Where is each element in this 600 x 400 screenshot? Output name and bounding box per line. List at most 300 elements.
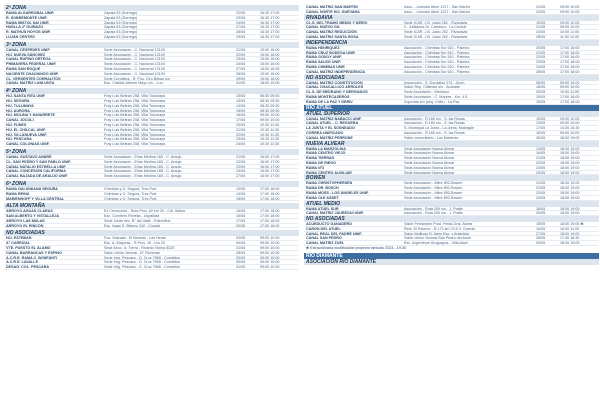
channel-name: HIJ. MOLINA Y NAVARRETE	[6, 113, 55, 118]
meeting-place: Zapala 53 (Dorrego)	[104, 20, 138, 25]
meeting-place: Fca. Granata - El Nevado - Las Heras	[104, 236, 166, 241]
meeting-place: Sede Asociación Nueva Alvear	[404, 156, 455, 161]
meeting-place: Sede Asociación - Mitre 892-Bowen	[404, 181, 463, 186]
meeting-place: Asoc. - Leandro Alem 1217 - San Martín	[404, 9, 470, 14]
meeting-date: 28/05	[536, 69, 546, 74]
meeting-date: 13/05	[236, 186, 246, 191]
channel-name: RAMA CENTRO VIEJO	[306, 151, 346, 156]
meeting-date: 22/05	[536, 9, 546, 14]
meeting-date: 24/05	[536, 195, 546, 200]
meeting-place: Sede Asociación - C. Nacional 13100	[104, 71, 165, 76]
channel-name: RAMA CRUZ BODEGA UNIF.	[306, 50, 356, 55]
zone-header: NO ASOCIADAS	[304, 75, 599, 81]
channel-name: CANAL NUEVO GIL	[306, 25, 341, 30]
meeting-times: 18:00 19:00	[560, 186, 580, 191]
meeting-date: 31/05	[236, 265, 246, 270]
channel-name: HIJ. PESCARA	[6, 137, 32, 142]
zone-header: 3ª ZONA	[4, 42, 299, 48]
right-column	[304, 5, 599, 265]
meeting-place: Asociación - R.160 s/n - S. las Rosas	[404, 130, 465, 135]
channel-name: RAMA GALIGNIANA SEGURA	[6, 186, 58, 191]
meeting-times: 09:00 10:00	[560, 85, 580, 90]
meeting-date: 20/05	[536, 90, 546, 95]
meeting-date: 10/05	[536, 20, 546, 25]
meeting-place: Fray Luis Beltrán 258, Villa Tulumaya	[104, 137, 166, 142]
meeting-date: 30/05	[236, 260, 246, 265]
meeting-times: 15:00 16:00	[260, 57, 280, 62]
meeting-place: Sede Irrig. Pescara - G. Cruz 7968 - Corralitos	[104, 255, 180, 260]
meeting-date: 10/05	[536, 116, 546, 121]
meeting-date: 16/05	[536, 206, 546, 211]
meeting-date: 03/05	[236, 236, 246, 241]
meeting-place: Sede Asociación - C. Nacional 13100	[104, 66, 165, 71]
meeting-date: 22/05	[236, 11, 246, 15]
meeting-times: 09:00 10:00	[260, 265, 280, 270]
meeting-times: 18:00 19:00	[560, 170, 580, 175]
meeting-times: 09:00 10:00	[260, 246, 280, 251]
channel-name: RAMA CHIMBAS UNIF.	[306, 64, 346, 69]
channel-name: HIJ. EL CHILCAL UNIF.	[6, 127, 46, 132]
meeting-place: Sede ICAR, J.B. Justo 252 - Rivadavia	[404, 20, 468, 25]
meeting-times: 10:00 11:00	[560, 30, 580, 35]
meeting-times: 17:00 18:00	[260, 223, 280, 228]
meeting-place: Chimbas y G. Segura, Tres Port.	[104, 191, 158, 196]
zone-header: NO ASOCIADAS	[304, 216, 599, 222]
meeting-place: Asociación - Chimbas Sur 510 - Palmira	[404, 69, 470, 74]
meeting-place: Sede Asociación - Elías Medina 165 - C. Araujo	[104, 169, 182, 174]
meeting-times: 17:00 18:00	[260, 209, 280, 214]
meeting-times: 18:00 19:00	[260, 81, 280, 86]
meeting-times: 10:00 11:00	[560, 226, 580, 231]
channel-name: CANAL NORTE HIJ. GUEVARA	[306, 9, 360, 14]
meeting-times: 10:00 11:00	[560, 90, 580, 95]
meeting-place: Salón Multiuso B. Alem Esq. y Antártida	[404, 231, 469, 236]
meeting-date: 21/05	[236, 127, 246, 132]
channel-name: CANAL JOCOLÍ	[6, 118, 34, 123]
channel-name: RAMA DE RIEGO	[306, 160, 336, 165]
meeting-date: 24/05	[536, 30, 546, 35]
meeting-place: C. Jubilados Dr. Carrasco - La Central	[404, 25, 467, 30]
channel-name: RAMA LA MARZOLINA	[306, 146, 346, 151]
table-row	[304, 196, 599, 201]
channel-name: CANAL SAN PEDRO	[306, 236, 342, 241]
channel-name: RAMA CENTRO AUXILIAR	[306, 170, 352, 175]
meeting-date: 28/05	[236, 30, 246, 35]
channel-name: RAMA DE LA PAZ Y DERIV.	[306, 99, 354, 104]
meeting-place: Fray Luis Beltrán 258, Villa Tulumaya	[104, 132, 166, 137]
meeting-date: 28/05	[236, 250, 246, 255]
meeting-times: 09:00 10:00	[560, 80, 580, 85]
meeting-times: 10:30 11:30	[260, 142, 280, 147]
meeting-place: Sede Irrig. Pescara - G. Cruz 7968 - Corralitos	[104, 265, 180, 270]
meeting-place: Sede Asociación Nueva Alvear	[404, 165, 455, 170]
meeting-place: Sede Asociación - C. Nacional 13100	[104, 62, 165, 67]
meeting-date: 23/05	[236, 164, 246, 169]
channel-name: CL. VERSENTES CORRALITOS	[6, 76, 61, 81]
meeting-times: 17:00 18:00	[560, 50, 580, 55]
table-row	[4, 174, 299, 179]
channel-name: RAMA MISTOL NAI UNIF.	[6, 20, 50, 25]
meeting-times: 08:30 09:30	[260, 94, 280, 99]
meeting-place: Asociación - R.160 s/n - S. las Rosas	[404, 116, 465, 121]
meeting-times: 10:30 11:30	[260, 137, 280, 142]
meeting-date: 15/05	[536, 94, 546, 99]
meeting-times: 15:00 16:00	[260, 47, 280, 52]
meeting-place: Esc. Cumbres Revelia - Uspallata	[104, 214, 160, 219]
channel-name: CANAL MATRIZ REDUCCIÓN	[306, 30, 357, 35]
channel-name: RAMA REINA	[6, 191, 30, 196]
meeting-times: 16:30 17:00	[260, 30, 280, 35]
channel-name: ACUEDUCTO GANADERO	[306, 222, 353, 227]
meeting-place: Zapala 53 (Dorrego)	[104, 34, 138, 39]
meeting-times: 09:00 10:00	[560, 5, 580, 9]
meeting-times: 16:30 17:00	[260, 11, 280, 15]
channel-name: LUJÁN CENTRO	[6, 34, 35, 39]
meeting-date: 27/05	[236, 66, 246, 71]
meeting-times: 16:30 17:00	[260, 34, 280, 39]
channel-name: CORREA UNIFICADO	[306, 130, 344, 135]
meeting-times: 18:00 19:00	[560, 165, 580, 170]
meeting-place: Salón Sep. Chilecito s/n - Andrade	[404, 85, 461, 90]
meeting-place: Sede Asociación - Elías Medina 165 - C. Araujo	[104, 159, 182, 164]
channel-name: HIJ. AURORA	[6, 108, 30, 113]
meeting-times: 17:00 18:00	[260, 214, 280, 219]
meeting-times: 18:00 19:00	[560, 146, 580, 151]
channel-name: CANAL MATRIZ BABACCI UNIF.	[306, 116, 362, 121]
meeting-date: 22/05	[536, 160, 546, 165]
meeting-place: Asociación - Ruta 200 s/n - J. Pratts	[404, 206, 463, 211]
table-row	[4, 265, 299, 270]
zone-header: 6ª ZONA	[4, 181, 299, 187]
channel-name: RAMA CHRISTOPHERSEN	[306, 181, 353, 186]
meeting-times: 09:00 10:00	[560, 130, 580, 135]
meeting-place: Fray Luis Beltrán 258, Villa Tulumaya	[104, 142, 166, 147]
meeting-times: 18:00 19:00	[560, 156, 580, 161]
meeting-place: Salón Unión Vecinal-San Pedro del Atuel	[404, 236, 471, 241]
meeting-date: 22/05	[536, 55, 546, 60]
channel-name: HIJ. SEGURA	[6, 98, 30, 103]
meeting-place: Asociación - Chimbas Sur 510 - Palmira	[404, 64, 470, 69]
channel-name: CAÑÓN DEL ATUEL	[306, 226, 341, 231]
meeting-times: 09:00 10:00	[560, 121, 580, 126]
zone-header: ASOCIACIÓN RÍO DIAMANTE	[304, 259, 599, 265]
meeting-times: 17:00 18:00	[260, 218, 280, 223]
meeting-times: 15:00 16:00	[260, 71, 280, 76]
meeting-date: 16/05	[536, 151, 546, 156]
meeting-place: Sede Asociación - C. Nacional 13100	[104, 47, 165, 52]
meeting-date: 22/05	[236, 52, 246, 57]
channel-name: CANAL MATRIZ INDEPENDENCIA	[306, 69, 366, 74]
meeting-times: 16:00 17:00	[260, 169, 280, 174]
meeting-place: Salón comunitario - Las Malvinas	[404, 135, 459, 140]
meeting-times: 09:00 10:00	[260, 113, 280, 118]
channel-name: CANAL CONCESIÓN CALIFORNIA	[6, 169, 66, 174]
channel-name: RAMA Nº3	[306, 165, 325, 170]
meeting-times: 08:30 09:30	[260, 98, 280, 103]
meeting-place: Fray Luis Beltrán 258, Villa Tulumaya	[104, 98, 166, 103]
channel-name: CANAL RUFINO ORTEGA	[6, 57, 51, 62]
meeting-place: Salón Unión Vecinal - B° Richman	[104, 250, 160, 255]
meeting-date: 16/05	[536, 226, 546, 231]
meeting-date: 13/05	[236, 98, 246, 103]
zone-header: BOWEN	[304, 175, 599, 181]
meeting-date: 04/05	[236, 241, 246, 246]
meeting-date: 29/05	[236, 76, 246, 81]
channel-name: CL. SAN PEDRO Y SAN PABLO UNIF.	[6, 159, 71, 164]
meeting-times: 17:00 18:00	[560, 45, 580, 50]
meeting-times: 09:00 10:00	[260, 241, 280, 246]
footnote: ✱ Extraordinaria modificación proyecto ejercicio 2024 - 19:30	[306, 246, 407, 251]
meeting-date: 23/05	[236, 137, 246, 142]
meeting-times: 10:30 11:30	[260, 127, 280, 132]
meeting-date: 20/05	[536, 211, 546, 216]
meeting-times: 10:30 11:30	[260, 122, 280, 127]
meeting-place: Sede Asociación - C. Montes - Km. 4.5	[404, 94, 468, 99]
meeting-place: Zapala 53 (Dorrego)	[104, 25, 138, 30]
meeting-times: 18:00 19:00	[560, 160, 580, 165]
meeting-place: Esc. Isaac E. Blanco 242 - Ciudad	[104, 223, 160, 228]
meeting-place: Sede Asociación - C. Nacional 13100	[104, 57, 165, 62]
channel-name: A.C.R.E. LAVALLE	[6, 260, 39, 265]
meeting-times: 18:00 19:00	[560, 181, 580, 186]
meeting-date: 24/05	[236, 142, 246, 147]
zone-header: ATUEL SUPERIOR	[304, 111, 599, 117]
meeting-place: S. Municipal La Junta - La Junta, Malargüe	[404, 126, 475, 131]
meeting-date: 23/05	[536, 60, 546, 65]
meeting-times: 17:00 18:00	[260, 196, 280, 201]
meeting-date: 21/05	[536, 50, 546, 55]
channel-name: HIJ. FUNES	[6, 122, 27, 127]
table-row	[304, 10, 599, 15]
meeting-place: Sede Asoc. Iz. Tierra - Ricardo Videla 8325	[104, 246, 175, 251]
meeting-date: 21/05	[236, 47, 246, 52]
channel-name: CANAL GUSTAVO ANDRÉ	[6, 154, 52, 159]
meeting-times: 09:00 10:00	[260, 250, 280, 255]
channel-name: RAMA TIERRAS	[306, 156, 335, 161]
table-row	[4, 197, 299, 202]
meeting-date: 24/05	[236, 62, 246, 67]
meeting-times: 09:00 10:00	[560, 9, 580, 14]
meeting-times: 09:00 10:00	[260, 255, 280, 260]
channel-name: RAMA GODOY UNIF.	[306, 55, 342, 60]
meeting-place: Sede Asociación - Elías Medina 165 - C. Araujo	[104, 154, 182, 159]
table-row	[304, 100, 599, 105]
meeting-times: 08:30 09:30	[260, 103, 280, 108]
meeting-place: Sede ICAR, J.B. Justo 252 - Rivadavia	[404, 30, 468, 35]
meeting-times: 17:00 18:00	[560, 55, 580, 60]
meeting-place: Fray Luis Beltrán 258, Villa Tulumaya	[104, 113, 166, 118]
meeting-place: Sede Asociación Nueva Alvear	[404, 151, 455, 156]
channel-name: HUELLA 2º GUIÑAZÚ	[6, 25, 44, 30]
meeting-times: 18:00 19:00	[560, 211, 580, 216]
meeting-date: 24/05	[536, 64, 546, 69]
meeting-place: Fray Luis Beltrán 258, Villa Tulumaya	[104, 118, 166, 123]
meeting-date: 22/05	[236, 132, 246, 137]
channel-name: A° CARRIZAL	[6, 241, 31, 246]
meeting-date: 10/05	[236, 94, 246, 99]
meeting-date: 15/05	[536, 222, 546, 227]
channel-name: RAMA OLE ASSET	[306, 195, 339, 200]
meeting-place: Zapala 53 (Dorrego)	[104, 30, 138, 35]
meeting-times: 15:00 16:00	[260, 62, 280, 67]
meeting-place: Sede Asociación - Mitre 892-Bowen	[404, 190, 463, 195]
channel-name: HIJ. VILLANUEVA UNIF.	[6, 132, 48, 137]
meeting-times: 18:00 19:00	[560, 206, 580, 211]
meeting-times: 18:00 19:00	[560, 231, 580, 236]
meeting-date: 16/05	[236, 113, 246, 118]
meeting-times: 16:30 17:00	[260, 15, 280, 20]
river-header: RÍO ATUEL	[304, 105, 599, 111]
meeting-times: 18:00 19:00	[560, 190, 580, 195]
meeting-times: 09:00 10:00	[260, 118, 280, 123]
meeting-place: Sede Junta Vec. B° del Valle - Potrerillos	[104, 218, 171, 223]
meeting-date: 18/05	[536, 130, 546, 135]
channel-name: CANAL MATRIZ SAN MARTÍN	[306, 5, 358, 9]
meeting-times: 18:00 19:00 ✱	[560, 222, 584, 227]
meeting-date: 22/05	[536, 190, 546, 195]
meeting-date: 29/05	[236, 255, 246, 260]
channel-name: CANAL MATRIZ LUNLUNTA	[6, 81, 55, 86]
meeting-times: 17:00 18:00	[260, 186, 280, 191]
meeting-times: 10:30 11:30	[260, 132, 280, 137]
channel-name: CANAL COLONIAS UNIF.	[6, 142, 50, 147]
zone-header: 5ª ZONA	[4, 149, 299, 155]
meeting-date: 20/05	[536, 45, 546, 50]
channel-name: CL.S. DE MEDRANO Y DERIVADOS	[306, 90, 368, 95]
meeting-place: Sede Asociación Nueva Alvear	[404, 160, 455, 165]
meeting-date: 15/05	[536, 99, 546, 104]
meeting-times: 16:00 17:00	[260, 159, 280, 164]
meeting-date: 06/05	[536, 80, 546, 85]
channel-name: CANAL CÉSPEDES UNIF.	[6, 47, 51, 52]
meeting-date: 28/05	[536, 236, 546, 241]
channel-name: ARROYO AGUAS CLARAS	[6, 209, 53, 214]
meeting-times: 17:00 18:00	[560, 64, 580, 69]
top-strip	[0, 0, 600, 4]
table-row	[304, 171, 599, 176]
meeting-place: Fray Luis Beltrán 258, Villa Tulumaya	[104, 108, 166, 113]
meeting-times: 14:30 15:30	[560, 126, 580, 131]
channel-name: HIJ. SANTA RITA UNIF.	[6, 94, 46, 99]
meeting-date: 28/05	[236, 71, 246, 76]
meeting-date: 17/05	[236, 118, 246, 123]
meeting-date: 21/05	[536, 156, 546, 161]
meeting-times: 09:00 10:00	[260, 236, 280, 241]
zone-header: ALTA MONTAÑA	[4, 203, 299, 209]
meeting-place: Chimbas y G. Segura, Tres Port.	[104, 186, 158, 191]
meeting-place: Asoc. - Leandro Alem 1217 - San Martín	[404, 5, 470, 9]
channel-name: RAMA SAUCE UNIF.	[306, 60, 342, 65]
meeting-place: Asociación - R.160 s/n - S. las Rosas	[404, 121, 465, 126]
meeting-place: Soportas s/n (esq. Chile) - La Paz	[404, 99, 460, 104]
channel-name: R. MATHUS HOYOS UNIF.	[6, 30, 51, 35]
table-row	[304, 70, 599, 75]
channel-name: CANAL BARRANCAS Y ESPINO	[6, 250, 62, 255]
meeting-times: 09:00 10:00	[560, 25, 580, 30]
river-header: RÍO DIAMANTE	[304, 253, 599, 259]
meeting-place: Sede Asociación Nueva Alvear	[404, 170, 455, 175]
meeting-date: 28/05	[536, 34, 546, 39]
meeting-place: Sede Asociación - Elías Medina 165 - C. Araujo	[104, 164, 182, 169]
meeting-place: Sede Irrig. Pescara - G. Cruz 7968 - Corralitos	[104, 260, 180, 265]
meeting-date: 15/05	[236, 108, 246, 113]
meeting-date: 15/05	[236, 209, 246, 214]
channel-name: VTE. PUESTO EL ÁLAMO	[6, 246, 51, 251]
meeting-place: Fray Luis Beltrán 258, Villa Tulumaya	[104, 122, 166, 127]
zone-header: 2ª ZONA	[4, 5, 299, 11]
meeting-place: Chimbas y G. Segura, Tres Port.	[104, 196, 158, 201]
meeting-date: 27/05	[236, 174, 246, 179]
meeting-times: 18:00 19:00	[560, 151, 580, 156]
meeting-date: 29/05	[536, 170, 546, 175]
meeting-date: 21/05	[536, 5, 546, 9]
meeting-times: 17:00 18:00	[260, 191, 280, 196]
meeting-place: Sede Asociación - C. Nacional 13100	[104, 52, 165, 57]
meeting-times: 17:30 18:30	[560, 236, 580, 241]
channel-name: CL.S. DEL TRAMO MEDIO Y DERIV.	[306, 20, 368, 25]
meeting-place: Salón Fernández Prod. Ferial-Gral. Alvear	[404, 222, 473, 227]
meeting-place: Esc. Argentinos Uruguayos - Villa Atuel	[404, 241, 468, 246]
meeting-date: 13/05	[536, 146, 546, 151]
channel-name: CANAL MATRIZ CONSTITUCIÓN	[306, 80, 363, 85]
meeting-times: 17:00 18:00	[560, 69, 580, 74]
meeting-times: 17:00 18:00	[560, 99, 580, 104]
meeting-times: 15:00 16:00	[260, 66, 280, 71]
meeting-date: 21/05	[536, 186, 546, 191]
meeting-place: Rest. El Palomo - R.173 km 22,6 V. Grande	[404, 226, 476, 231]
meeting-date: 21/05	[236, 154, 246, 159]
meeting-place: Sede ICAR, J.B. Justo 252 - Rivadavia	[404, 34, 468, 39]
table-row	[304, 35, 599, 40]
meeting-date: 14/05	[236, 103, 246, 108]
meeting-times: 09:00 10:00	[560, 116, 580, 121]
meeting-date: 15/05	[236, 196, 246, 201]
channel-name: RAMA ALGARROBAL UNIF.	[6, 11, 55, 15]
meeting-date: 24/05	[536, 165, 546, 170]
meeting-times: 16:00 17:00	[260, 164, 280, 169]
channel-name: HIJ. TULUMAYA	[6, 103, 34, 108]
meeting-place: Asociación - Chimbas Sur 510 - Palmira	[404, 50, 470, 55]
table-row	[4, 142, 299, 147]
meeting-place: Sede Asociación - Medrano	[404, 90, 450, 95]
meeting-date: 27/05	[236, 25, 246, 30]
meeting-date: 21/05	[536, 181, 546, 186]
channel-name: DESAG. COL. PESCARA	[6, 265, 50, 270]
channel-name: CANAL CHACALLICO ARROLES	[306, 85, 364, 90]
meeting-place: Inspección - S. Gonzalez 274 - Junín	[404, 80, 465, 85]
meeting-date: 29/05	[236, 34, 246, 39]
channel-name: PRIMAVERA FEDERAL UNIF.	[6, 62, 57, 67]
table-row	[304, 241, 599, 246]
zone-header: NUEVA ALVEAR	[304, 141, 599, 147]
meeting-place: Asociación - Chimbas Sur 510 - Palmira	[404, 60, 470, 65]
meeting-place: Sede Asociación - Elías Medina 165 - C. Araujo	[104, 174, 182, 179]
channel-name: RAMA MONTECASEROS	[306, 94, 350, 99]
meeting-place: Asociación - Chimbas Sur 510 - Palmira	[404, 55, 470, 60]
meeting-place: Asociación - Chimbas Sur 510 - Palmira	[404, 45, 470, 50]
meeting-date: 13/05	[536, 121, 546, 126]
channel-name: CANAL ATUEL - C. REGUERA	[306, 121, 359, 126]
zone-header: ATUEL MEDIO	[304, 201, 599, 207]
meeting-date: 27/05	[536, 231, 546, 236]
meeting-place: Sede Asociación Nueva Alvear	[404, 146, 455, 151]
meeting-times: 16:00 17:00	[260, 154, 280, 159]
meeting-times: 16:00 17:00	[260, 174, 280, 179]
zone-header: NO ASOCIADAS	[4, 230, 299, 236]
zone-header: 4ª ZONA	[4, 88, 299, 94]
meeting-date: 31/05	[236, 81, 246, 86]
meeting-times: 17:00 18:00	[560, 94, 580, 99]
